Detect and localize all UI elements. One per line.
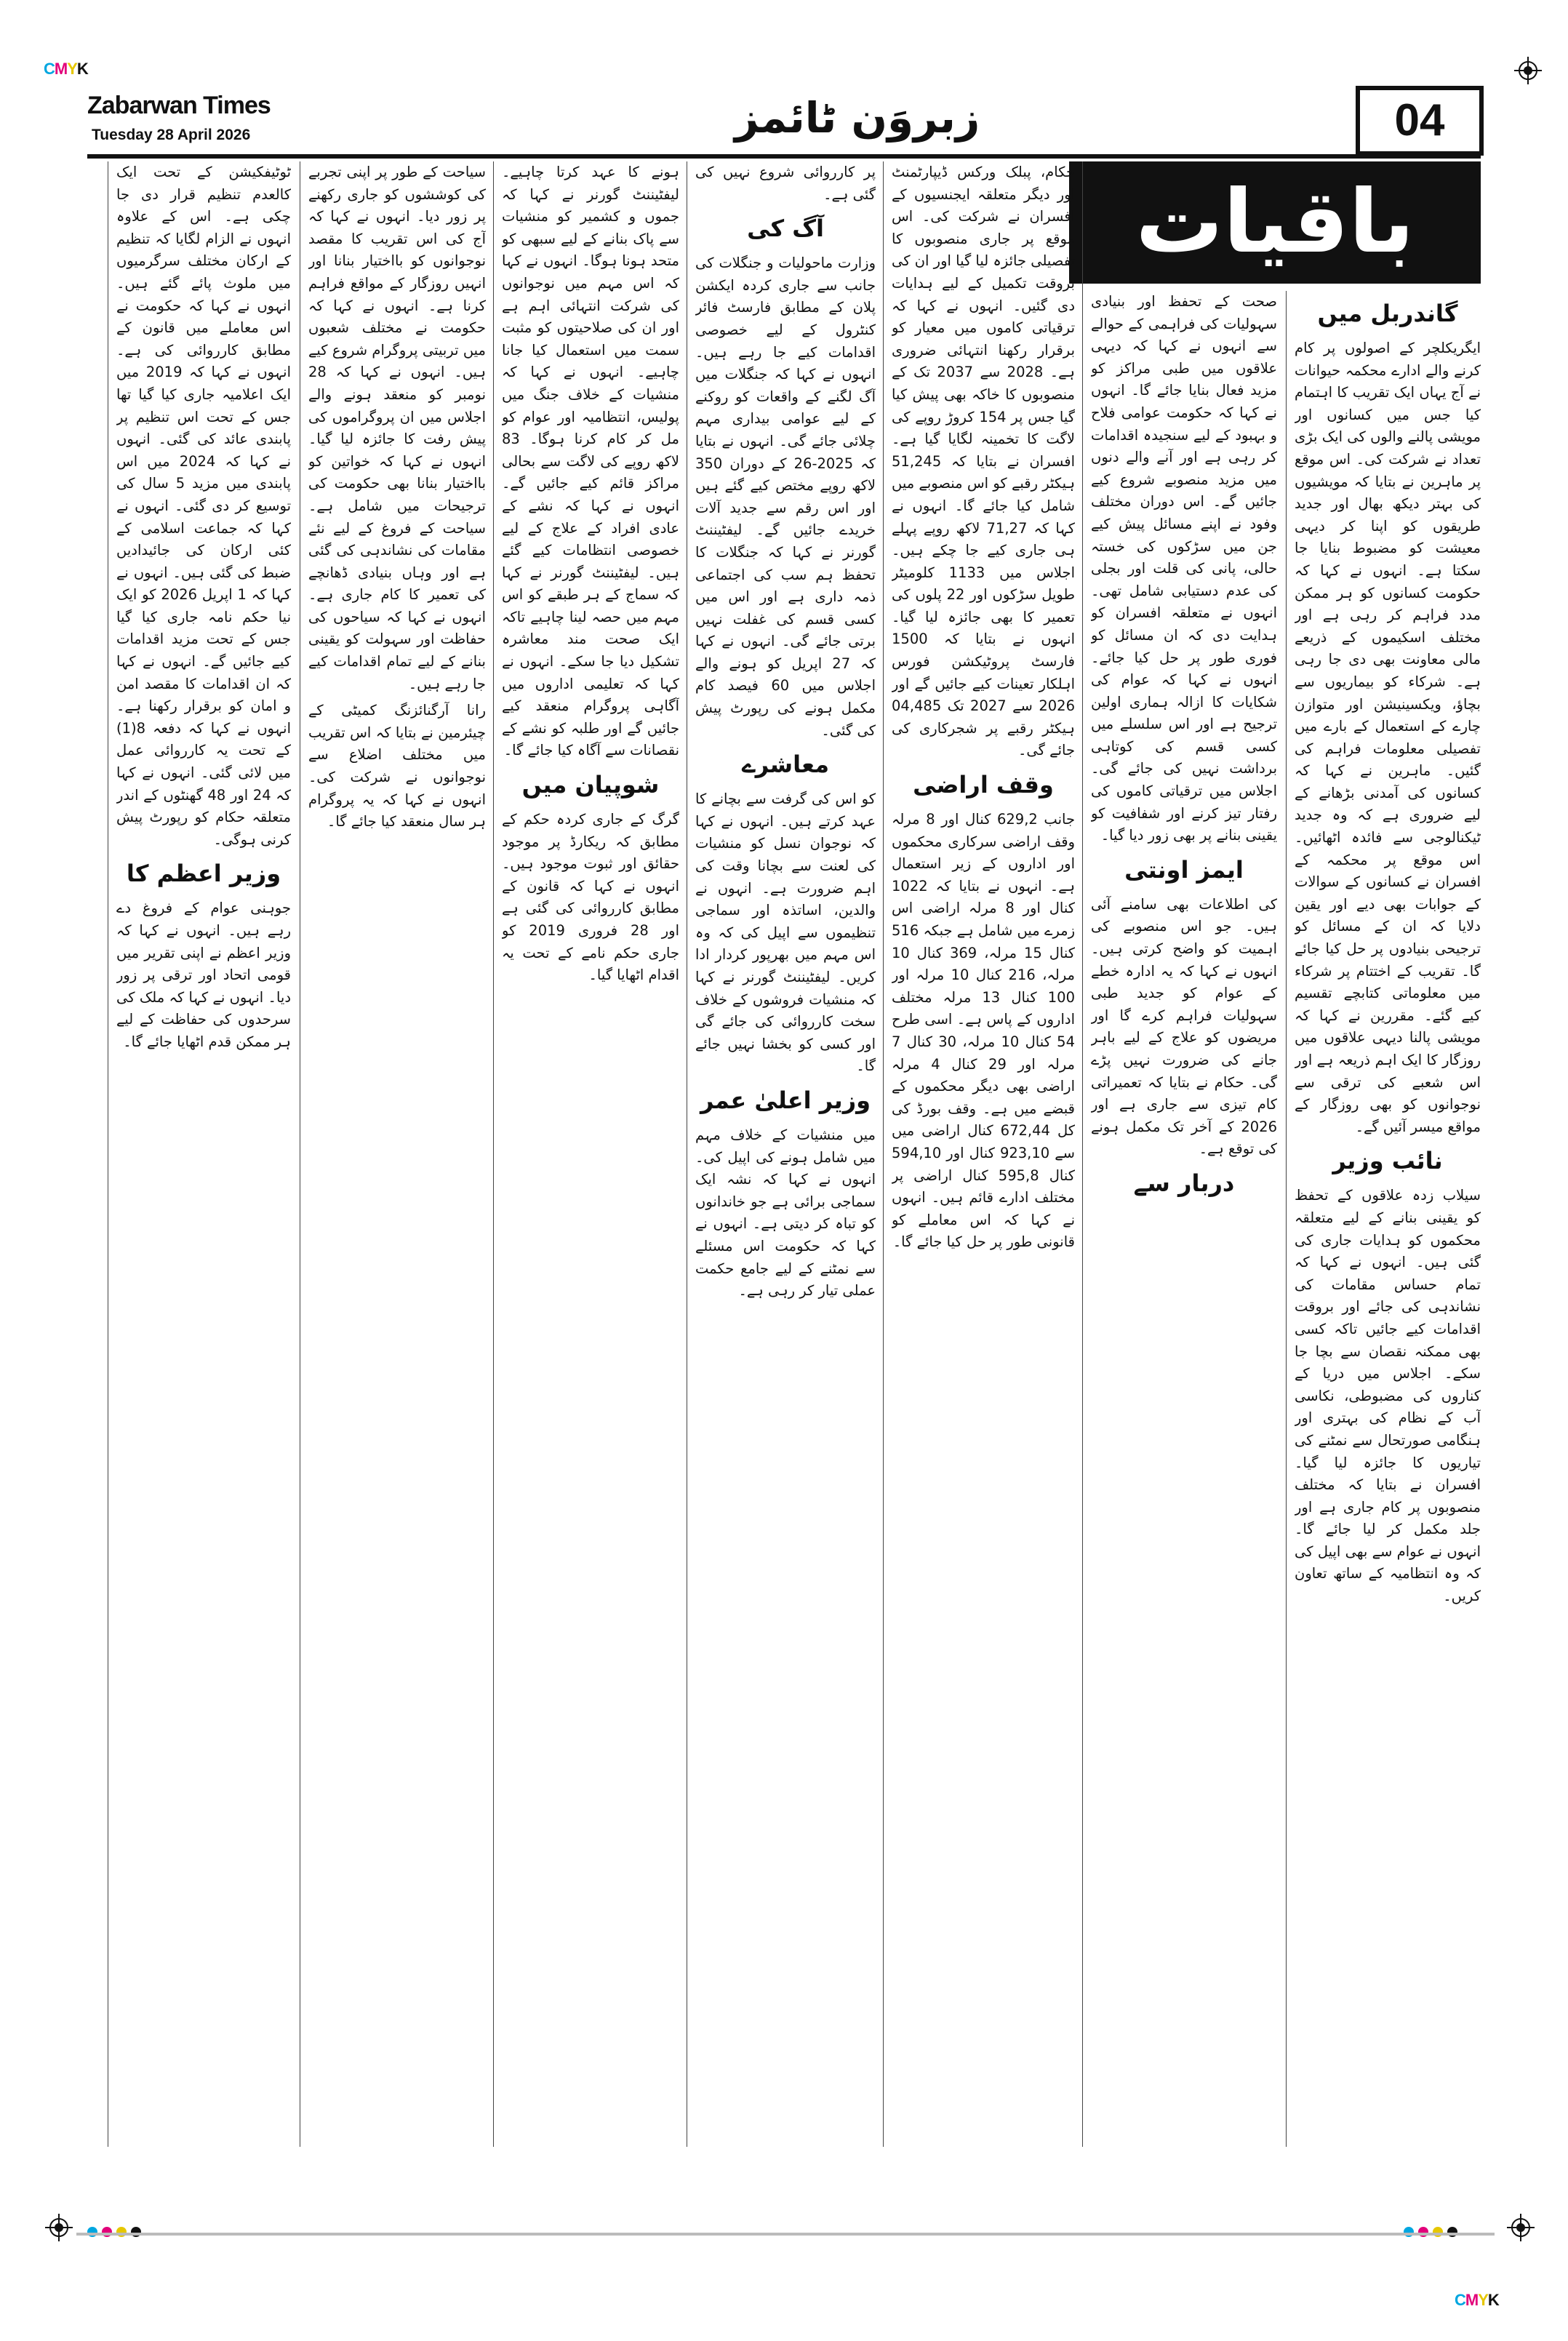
headline-prime-minister: وزیر اعظم کا — [126, 860, 281, 888]
registration-mark-top-right — [1519, 61, 1537, 80]
article-col4-lead: پر کارروائی شروع نہیں کی گئی ہے۔ — [695, 164, 876, 203]
article-aiims-body: کی اطلاعات بھی سامنے آئی ہیں۔ جو اس منصوبے کی اہمیت کو واضح کرتی ہیں۔ انہوں نے کہا کہ یہ ادارہ خطے کے عوام کو جدید طبی سہولیات فراہم کرے گا اور مریضوں کو علاج کے لیے باہر جانے کی ضرورت نہیں پڑے گی۔ حکام نے بتایا کہ تعمیراتی کام تیزی سے جاری ہے اور 2026 کے آخر تک مکمل ہونے کی توقع ہے۔ — [1091, 895, 1277, 1158]
column-7-content — [116, 161, 291, 2147]
masthead-rule — [87, 154, 1481, 159]
article-ganderbal-body: ایگریکلچر کے اصولوں پر کام کرنے والے ادارے محکمہ حیوانات نے آج یہاں ایک تقریب کا اہتمام کیا جس میں کسانوں اور مویشی پالنے والوں کی ایک بڑی تعداد نے شرکت کی۔ اس موقع پر ماہرین نے بتایا کہ مویشیوں کی بہتر دیکھ بھال اور جدید طریقوں کو اپنا کر دیہی معیشت کو مضبوط بنایا جا سکتا ہے۔ انہوں نے کہا کہ حکومت کسانوں کو ہر ممکن مدد فراہم کر رہی ہے اور مختلف اسکیموں کے ذریعے مالی معاونت بھی دی جا رہی ہے۔ شرکاء کو بیماریوں سے بچاؤ، ویکسینیشن اور متوازن چارے کے استعمال کے بارے میں تفصیلی معلومات فراہم کی گئیں۔ ماہرین نے کہا کہ کسانوں کی آمدنی بڑھانے کے لیے ضروری ہے کہ وہ جدید ٹیکنالوجی سے فائدہ اٹھائیں۔ اس موقع پر محکمہ کے افسران نے کسانوں کے سوالات کے جوابات بھی دیے اور یقین دلایا کہ ان کے مسائل کو ترجیحی بنیادوں پر حل کیا جائے گا۔ تقریب کے اختتام پر شرکاء میں معلوماتی کتابچے تقسیم کیے گئے۔ مقررین نے کہا کہ مویشی پالنا دیہی علاقوں میں روزگار کا ایک اہم ذریعہ ہے اور اس شعبے کی ترقی سے نوجوانوں کو بھی روزگار کے مواقع میسر آئیں گے۔ — [1295, 340, 1481, 1135]
headline-society: معاشرے — [741, 751, 829, 779]
article-col5-body: ہونے کا عہد کرتا چاہیے۔ لیفٹیننٹ گورنر نے کہا کہ جموں و کشمیر کو منشیات سے پاک بنانے کے لیے سبھی کو متحد ہونا ہوگا۔ انہوں نے کہا کہ اس مہم میں نوجوانوں کی شرکت انتہائی اہم ہے اور ان کی صلاحیتوں کو مثبت سمت میں استعمال کیا جانا چاہیے۔ انہوں نے کہا کہ منشیات کے خلاف جنگ میں پولیس، انتظامیہ اور عوام کو مل کر کام کرنا ہوگا۔ 83 لاکھ روپے کی لاگت سے بحالی مراکز قائم کیے جائیں گے۔ انہوں نے کہا کہ نشے کے عادی افراد کے علاج کے لیے خصوصی انتظامات کیے گئے ہیں۔ لیفٹیننٹ گورنر نے کہا کہ سماج کے ہر طبقے کو اس مہم میں حصہ لینا چاہیے تاکہ ایک صحت مند معاشرہ تشکیل دیا جا سکے۔ انہوں نے کہا کہ تعلیمی اداروں میں آگاہی پروگرام منعقد کیے جائیں گے اور طلبہ کو نشے کے نقصانات سے آگاہ کیا جائے گا۔ — [502, 164, 679, 759]
masthead — [87, 86, 1481, 156]
column-rule — [1082, 161, 1083, 2147]
column-5 — [502, 161, 679, 2147]
registration-mark-bottom-right — [1511, 2218, 1530, 2237]
section-banner: باقیات — [1069, 161, 1481, 284]
page-number: 04 — [1356, 86, 1484, 156]
headline-aiims-awantipora: ایمز اونتی — [1124, 855, 1244, 884]
color-registration-label-bottom: CMYK — [1455, 2291, 1499, 2309]
column-rule — [883, 161, 884, 2147]
column-1 — [1295, 291, 1481, 2147]
article-fire-body: وزارت ماحولیات و جنگلات کی جانب سے جاری کردہ ایکشن پلان کے مطابق فارسٹ فائر کنٹرول کے لیے خصوصی اقدامات کیے جا رہے ہیں۔ انہوں نے کہا کہ جنگلات میں آگ لگنے کے واقعات کو روکنے کے لیے عوامی بیداری مہم چلائی جائے گی۔ انہوں نے بتایا کہ 2025-26 کے دوران 350 لاکھ روپے مختص کیے گئے ہیں اور اس رقم سے جدید آلات خریدے جائیں گے۔ لیفٹیننٹ گورنر نے کہا کہ جنگلات کا تحفظ ہم سب کی اجتماعی ذمہ داری ہے اور اس میں کسی قسم کی غفلت نہیں برتی جائے گی۔ انہوں نے کہا کہ 27 اپریل کو ہونے والے اجلاس میں 60 فیصد کام مکمل ہونے کی رپورٹ پیش کی گئی۔ — [695, 255, 876, 739]
column-4 — [695, 161, 876, 2147]
headline-fire: آگ کی — [747, 215, 824, 243]
article-waqf-body: جانب 629,2 کنال اور 8 مرلہ وقف اراضی سرکاری محکموں اور اداروں کے زیر استعمال ہے۔ انہوں نے بتایا کہ 1022 کنال اور 8 مرلہ اراضی اس زمرے میں شامل ہے جبکہ 516 کنال 15 مرلہ، 369 کنال 10 مرلہ، 216 کنال 10 مرلہ اور 100 کنال 13 مرلہ مختلف اداروں کے پاس ہے۔ اسی طرح 54 کنال 10 مرلہ، 30 کنال 7 مرلہ اور 29 کنال 4 مرلہ اراضی بھی دیگر محکموں کے قبضے میں ہے۔ وقف بورڈ کی کل 672,44 کنال اراضی میں سے 923,10 کنال اور 594,10 کنال 595,8 کنال اراضی پر مختلف ادارے قائم ہیں۔ انہوں نے کہا کہ اس معاملے کو قانونی طور پر حل کیا جائے گا۔ — [892, 811, 1075, 1251]
headline-ganderbal: گاندربل میں — [1317, 300, 1458, 327]
article-col7-body: ٹوٹیفکیشن کے تحت ایک کالعدم تنظیم قرار دی جا چکی ہے۔ اس کے علاوہ انہوں نے الزام لگایا کہ تنظیم کے ارکان مختلف سرگرمیوں میں ملوث پائے گئے ہیں۔ انہوں نے کہا کہ حکومت نے اس معاملے میں قانون کے مطابق کارروائی کی ہے۔ انہوں نے کہا کہ 2019 میں ایک اعلامیہ جاری کیا گیا تھا جس کے تحت اس تنظیم پر پابندی عائد کی گئی۔ انہوں نے کہا کہ 2024 میں اس پابندی میں مزید 5 سال کی توسیع کر دی گئی۔ انہوں نے کہا کہ جماعت اسلامی کے کئی ارکان کی جائیدادیں ضبط کی گئی ہیں۔ انہوں نے کہا کہ 1 اپریل 2026 کو ایک نیا حکم نامہ جاری کیا گیا جس کے تحت مزید اقدامات کیے جائیں گے۔ انہوں نے کہا کہ ان اقدامات کا مقصد امن و امان کو برقرار رکھنا ہے۔ انہوں نے کہا کہ دفعہ 8(1) کے تحت یہ کارروائی عمل میں لائی گئی۔ انہوں نے کہا کہ 24 اور 48 گھنٹوں کے اندر متعلقہ حکام کو رپورٹ پیش کرنی ہوگی۔ — [116, 164, 291, 848]
headline-waqf-land: وقف اراضی — [913, 771, 1054, 799]
masthead-date: Tuesday 28 April 2026 — [92, 127, 251, 143]
column-2 — [1091, 291, 1277, 2147]
headline-deputy-minister: نائب وزیر — [1332, 1147, 1443, 1175]
bottom-rule — [76, 2233, 1495, 2236]
masthead-logo-urdu: زبروَن ٹائمز — [735, 93, 980, 143]
headline-shopian: شوپیان میں — [521, 771, 660, 799]
color-registration-label-top: CMYK — [44, 60, 88, 78]
article-cm-omar-body: میں منشیات کے خلاف مہم میں شامل ہونے کی اپیل کی۔ انہوں نے کہا کہ نشہ ایک سماجی برائی ہے جو خاندانوں کو تباہ کر دیتی ہے۔ انہوں نے کہا کہ حکومت اس مسئلے سے نمٹنے کے لیے جامع حکمت عملی تیار کر رہی ہے۔ — [695, 1126, 876, 1300]
column-rule — [1286, 291, 1287, 2147]
column-rule — [493, 161, 494, 2147]
article-shopian-body: گرگ کے جاری کردہ حکم کے مطابق کہ ریکارڈ پر موجود حقائق اور ثبوت موجود ہیں۔ انہوں نے کہا کہ قانون کے مطابق کارروائی کی گئی ہے اور 28 فروری 2019 کو جاری حکم نامے کے تحت یہ اقدام اٹھایا گیا۔ — [502, 811, 679, 984]
article-col6-body: سیاحت کے طور پر اپنی تجربے کی کوششوں کو جاری رکھنے پر زور دیا۔ انہوں نے کہا کہ آج کی اس تقریب کا مقصد نوجوانوں کو بااختیار بنانا اور انہیں روزگار کے مواقع فراہم کرنا ہے۔ انہوں نے کہا کہ حکومت نے مختلف شعبوں میں تربیتی پروگرام شروع کیے ہیں۔ انہوں نے کہا کہ 28 نومبر کو منعقد ہونے والے اجلاس میں ان پروگراموں کی پیش رفت کا جائزہ لیا گیا۔ انہوں نے کہا کہ خواتین کو بااختیار بنانا بھی حکومت کی ترجیحات میں شامل ہے۔ سیاحت کے فروغ کے لیے نئے مقامات کی نشاندہی کی گئی ہے اور وہاں بنیادی ڈھانچے کی تعمیر کا کام جاری ہے۔ انہوں نے کہا کہ سیاحوں کی حفاظت اور سہولت کو یقینی بنانے کے لیے تمام اقدامات کیے جا رہے ہیں۔ — [308, 164, 486, 692]
article-col2-body: صحت کے تحفظ اور بنیادی سہولیات کی فراہمی کے حوالے سے انہوں نے کہا کہ دیہی علاقوں میں طبی مراکز کو مزید فعال بنایا جائے گا۔ انہوں نے کہا کہ حکومت عوامی فلاح و بہبود کے لیے سنجیدہ اقدامات کر رہی ہے اور آنے والے دنوں میں مزید منصوبے شروع کیے جائیں گے۔ اس دوران مختلف وفود نے اپنے مسائل پیش کیے جن میں سڑکوں کی خستہ حالی، پانی کی قلت اور بجلی کی عدم دستیابی شامل تھی۔ انہوں نے متعلقہ افسران کو ہدایت دی کہ ان مسائل کو فوری طور پر حل کیا جائے۔ انہوں نے کہا کہ عوام کی شکایات کا ازالہ ہماری اولین ترجیح ہے اور اس سلسلے میں کسی قسم کی کوتاہی برداشت نہیں کی جائے گی۔ اجلاس میں ترقیاتی کاموں کی رفتار تیز کرنے اور شفافیت کو یقینی بنانے پر بھی زور دیا گیا۔ — [1091, 293, 1277, 844]
column-3 — [892, 161, 1075, 2147]
headline-cm-omar: وزیر اعلیٰ عمر — [700, 1086, 871, 1114]
article-col6-body-2: رانا آرگنائزنگ کمیٹی کے چیئرمین نے بتایا کہ اس تقریب میں مختلف اضلاع سے نوجوانوں نے شرکت کی۔ انہوں نے کہا کہ یہ پروگرام ہر سال منعقد کیا جائے گا۔ — [308, 702, 486, 831]
column-6 — [308, 161, 486, 2147]
masthead-title-en: Zabarwan Times — [87, 92, 271, 119]
registration-mark-bottom-left — [49, 2218, 68, 2237]
article-deputy-minister-body: سیلاب زدہ علاقوں کے تحفظ کو یقینی بنانے کے لیے متعلقہ محکموں کو ہدایات جاری کی گئی ہیں۔ انہوں نے کہا کہ تمام حساس مقامات کی نشاندہی کی جائے اور بروقت اقدامات کیے جائیں تاکہ کسی بھی ممکنہ نقصان سے بچا جا سکے۔ اجلاس میں دریا کے کناروں کی مضبوطی، نکاسی آب کے نظام کی بہتری اور ہنگامی صورتحال سے نمٹنے کی تیاریوں کا جائزہ لیا گیا۔ افسران نے بتایا کہ مختلف منصوبوں پر کام جاری ہے اور جلد مکمل کر لیا جائے گا۔ انہوں نے عوام سے بھی اپیل کی کہ وہ انتظامیہ کے ساتھ تعاون کریں۔ — [1295, 1187, 1481, 1605]
article-society-body: کو اس کی گرفت سے بچانے کا عہد کرتے ہیں۔ انہوں نے کہا کہ نوجوان نسل کو منشیات کی لعنت سے بچانا وقت کی اہم ضرورت ہے۔ انہوں نے والدین، اساتذہ اور سماجی تنظیموں سے اپیل کی کہ وہ اس مہم میں بھرپور کردار ادا کریں۔ لیفٹیننٹ گورنر نے کہا کہ منشیات فروشوں کے خلاف سخت کارروائی کی جائے گی اور کسی کو بخشا نہیں جائے گا۔ — [695, 791, 876, 1075]
article-prime-minister-body: جوہنی عوام کے فروغ دے رہے ہیں۔ انہوں نے کہا کہ وزیر اعظم نے اپنی تقریر میں قومی اتحاد اور ترقی پر زور دیا۔ انہوں نے کہا کہ ملک کی سرحدوں کی حفاظت کے لیے ہر ممکن قدم اٹھایا جائے گا۔ — [116, 900, 291, 1050]
headline-from-darbar: دربار سے — [1133, 1169, 1235, 1197]
article-col3-body: حکام، پبلک ورکس ڈیپارٹمنٹ اور دیگر متعلقہ ایجنسیوں کے افسران نے شرکت کی۔ اس موقع پر جاری منصوبوں کا تفصیلی جائزہ لیا گیا اور ان کی بروقت تکمیل کے لیے ہدایات دی گئیں۔ انہوں نے کہا کہ ترقیاتی کاموں میں معیار کو برقرار رکھنا انتہائی ضروری ہے۔ 2028 سے 2037 تک کے منصوبوں کا خاکہ بھی پیش کیا گیا جس پر 154 کروڑ روپے کی لاگت کا تخمینہ لگایا گیا ہے۔ افسران نے بتایا کہ 51,245 ہیکٹر رقبے کو اس منصوبے میں شامل کیا جائے گا۔ انہوں نے کہا کہ 71,27 لاکھ روپے پہلے ہی جاری کیے جا چکے ہیں۔ اجلاس میں 1133 کلومیٹر طویل سڑکوں اور 22 پلوں کی تعمیر کا بھی جائزہ لیا گیا۔ انہوں نے بتایا کہ 1500 فارسٹ پروٹیکشن فورس اہلکار تعینات کیے جائیں گے اور 2026 سے 2027 تک 04,485 ہیکٹر رقبے پر شجرکاری کی جائے گی۔ — [892, 164, 1075, 759]
